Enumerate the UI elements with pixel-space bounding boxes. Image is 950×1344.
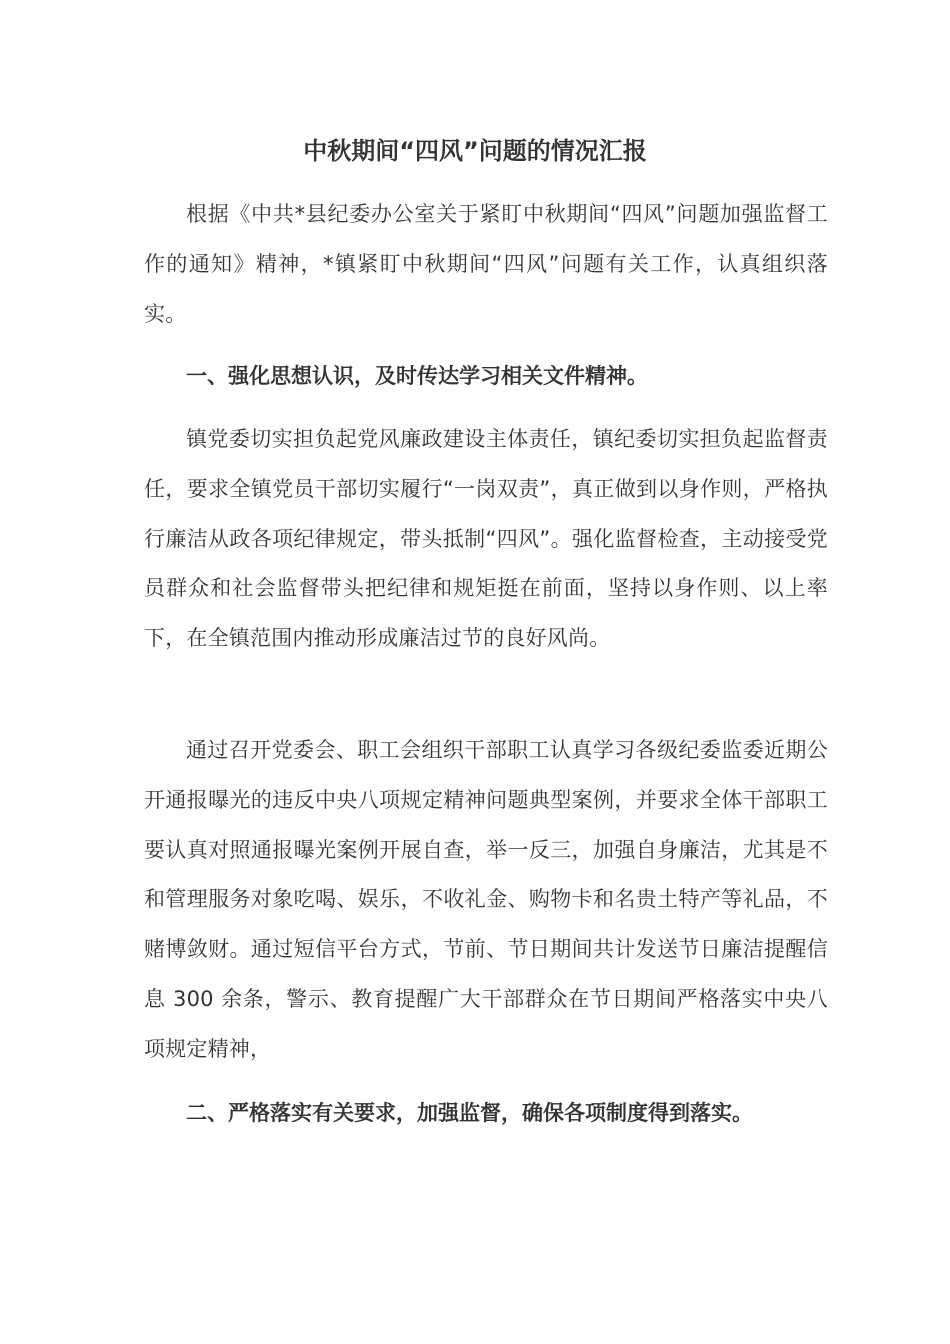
document-title: 中秋期间“四风”问题的情况汇报	[303, 137, 647, 165]
paragraph-intro: 根据《中共*县纪委办公室关于紧盯中秋期间“四风”问题加强监督工作的通知》精神，*镇紧盯中秋期间“四风”问题有关工作，认真组织落实。	[144, 202, 828, 326]
paragraph-responsibility: 镇党委切实担负起党风廉政建设主体责任，镇纪委切实担负起监督责任，要求全镇党员干部切实履行“一岗双责”，真正做到以身作则，严格执行廉洁从政各项纪律规定，带头抵制“四风”。强化监督检查，主动接受党员群众和社会监督带头把纪律和规矩挺在前面，坚持以身作则、以上率下，在全镇范围内推动形成廉洁过节的良好风尚。	[144, 427, 828, 651]
section-heading-2: 二、严格落实有关要求，加强监督，确保各项制度得到落实。	[186, 1101, 753, 1125]
paragraph-study-cases: 通过召开党委会、职工会组织干部职工认真学习各级纪委监委近期公开通报曝光的违反中央八项规定精神问题典型案例，并要求全体干部职工要认真对照通报曝光案例开展自查，举一反三，加强自身廉洁，尤其是不和管理服务对象吃喝、娱乐，不收礼金、购物卡和名贵土特产等礼品，不赌博敛财。通过短信平台方式，节前、节日期间共计发送节日廉洁提醒信息 300 余条，警示、教育提醒广大干部群众在节日期间严格落实中央八项规定精神，	[144, 738, 828, 1061]
section-heading-1: 一、强化思想认识，及时传达学习相关文件精神。	[186, 364, 648, 388]
